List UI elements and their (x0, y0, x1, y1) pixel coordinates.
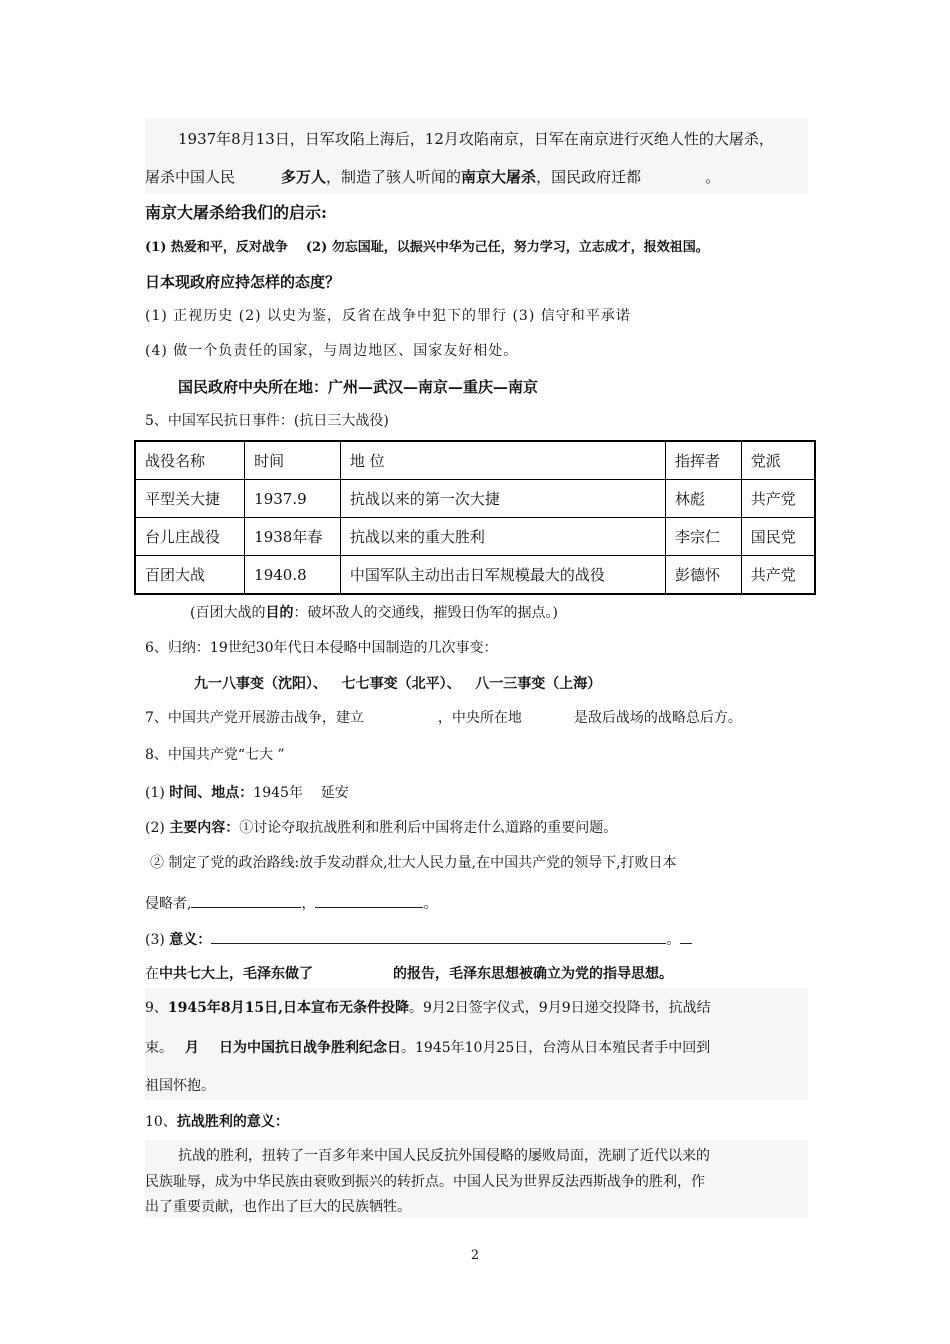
text: 在 (145, 966, 159, 982)
section-8-line-route: ② 制定了党的政治路线:放手发动群众,壮大人民力量,在中国共产党的领导下,打败日本 (150, 855, 677, 871)
nanjing-line-2 (145, 167, 720, 187)
table-cell: 李宗仁 (666, 518, 742, 556)
table-cell: 1940.8 (245, 556, 341, 595)
table-header-cell: 战役名称 (135, 441, 245, 480)
text: ：破坏敌人的交通线，摧毁日伪军的据点。) (293, 605, 558, 621)
text: 。9月2日签字仪式，9月9日递交投降书，抗战结 (408, 1000, 711, 1016)
section-10-title (145, 1112, 289, 1132)
table-cell: 共产党 (741, 556, 815, 595)
text: ，制造了骇人听闻的 (326, 168, 462, 186)
section-8-time-place (145, 783, 349, 803)
incidents-list: 九一八事变（沈阳）、 七七事变（北平）、 八一三事变（上海） (194, 676, 602, 692)
table-cell: 彭德怀 (666, 556, 742, 595)
text: 。 (666, 932, 681, 948)
text: 束。 (145, 1040, 173, 1056)
lesson-items (145, 238, 709, 258)
table-cell: 百团大战 (135, 556, 245, 595)
text: 多万人 (281, 168, 327, 186)
table-row (135, 556, 815, 595)
seventh-congress-line (145, 964, 673, 984)
japan-line-2: (4) 做一个负责任的国家，与周边地区、国家友好相处。 (145, 343, 519, 359)
section-9-line-3: 祖国怀抱。 (145, 1078, 215, 1094)
table-cell: 中国军队主动出击日军规模最大的战役 (340, 556, 665, 595)
text: 屠杀中国人民 (145, 168, 236, 186)
table-cell: 1938年春 (245, 518, 341, 556)
table-cell: 国民党 (741, 518, 815, 556)
section-5-title: 5、中国军民抗日事件：(抗日三大战役) (145, 413, 389, 429)
table-header-cell: 地 位 (340, 441, 665, 480)
section-10-line-2: 民族耻辱，成为中华民族由衰败到振兴的转折点。中国人民为世界反法西斯战争的胜利，作 (145, 1174, 705, 1190)
section-9-line-1 (145, 998, 711, 1018)
table-cell: 林彪 (666, 480, 742, 518)
section-8-significance (145, 929, 692, 950)
table-cell: 共产党 (741, 480, 815, 518)
japan-line-1: (1) 正视历史 (2) 以史为鉴，反省在战争中犯下的罪行 (3) 信守和平承诺 (145, 308, 631, 324)
table-cell: 平型关大捷 (135, 480, 245, 518)
table-cell: 台儿庄战役 (135, 518, 245, 556)
text: 9、 (145, 1000, 168, 1016)
text: ，国民政府迁都 (536, 168, 642, 186)
section-9-line-2 (145, 1038, 710, 1058)
text: 时间、地点： (169, 785, 254, 801)
nanjing-line-1: 1937年8月13日，日军攻陷上海后，12月攻陷南京，日军在南京进行灭绝人性的大屠杀， (178, 130, 774, 148)
capital-line: 国民政府中央所在地：广州—武汉—南京—重庆—南京 (178, 378, 539, 396)
table-cell: 抗战以来的第一次大捷 (340, 480, 665, 518)
text: 目的 (265, 605, 294, 621)
text: 1945年 延安 (253, 785, 349, 801)
table-header-cell: 指挥者 (666, 441, 742, 480)
section-7-line (145, 708, 742, 728)
text: (3) (145, 932, 170, 948)
battles-table (134, 440, 816, 595)
text: 抗战胜利的意义： (176, 1114, 289, 1130)
table-row (135, 518, 815, 556)
table-cell: 抗战以来的重大胜利 (340, 518, 665, 556)
text: 日为中国抗日战争胜利纪念日 (219, 1040, 401, 1056)
text: (1) 热爱和平，反对战争 (145, 240, 288, 255)
table-header-cell: 党派 (741, 441, 815, 480)
text: 7、中国共产党开展游击战争，建立 (145, 710, 364, 726)
text: ， (301, 896, 316, 912)
section-10-line-3: 出了重要贡献，也作出了巨大的民族牺牲。 (145, 1199, 411, 1215)
lesson-title: 南京大屠杀给我们的启示: (145, 203, 327, 222)
section-6-title: 6、归纳：19世纪30年代日本侵略中国制造的几次事变： (145, 640, 498, 656)
text: 。 (705, 168, 721, 186)
text: 中共七大 (159, 966, 215, 982)
table-cell: 1937.9 (245, 480, 341, 518)
text: ①讨论夺取抗战胜利和胜利后中国将走什么道路的重要问题。 (239, 820, 618, 836)
text: 是敌后战场的战略总后方。 (573, 710, 742, 726)
text: (2) 勿忘国耻，以振兴中华为己任，努力学习，立志成才，报效祖国。 (305, 240, 709, 255)
section-8-title: 8、中国共产党“七大 ” (145, 747, 285, 763)
section-10-line-1: 抗战的胜利，扭转了一百多年来中国人民反抗外国侵略的屡败局面，洗刷了近代以来的 (178, 1148, 710, 1164)
text: 。 (423, 896, 438, 912)
section-8-blank-line (145, 893, 437, 914)
section-8-content (145, 818, 617, 838)
japan-title: 日本现政府应持怎样的态度？ (145, 273, 341, 291)
text: 。1945年10月25日，台湾从日本殖民者手中回到 (401, 1040, 711, 1056)
table-header-cell: 时间 (245, 441, 341, 480)
page-number: 2 (470, 1248, 480, 1263)
text: 的报告，毛泽东思想被确立为党的指导思想。 (393, 966, 673, 982)
text: ，中央所在地 (437, 710, 522, 726)
hundred-regiments-note (190, 603, 558, 623)
table-header-row (135, 441, 815, 480)
text: 10、 (145, 1114, 177, 1130)
text: 侵略者, (145, 896, 192, 912)
text: 南京大屠杀 (461, 168, 537, 186)
text: 1945年8月15日,日本宣布无条件投降 (167, 1000, 409, 1016)
text: (1) (145, 785, 170, 801)
text: 意义： (169, 932, 212, 948)
table-row (135, 480, 815, 518)
text: (2) (145, 820, 170, 836)
text: 月 (185, 1040, 199, 1056)
text: (百团大战的 (190, 605, 266, 621)
text: 主要内容： (169, 820, 240, 836)
text: 上，毛泽东做了 (215, 966, 313, 982)
